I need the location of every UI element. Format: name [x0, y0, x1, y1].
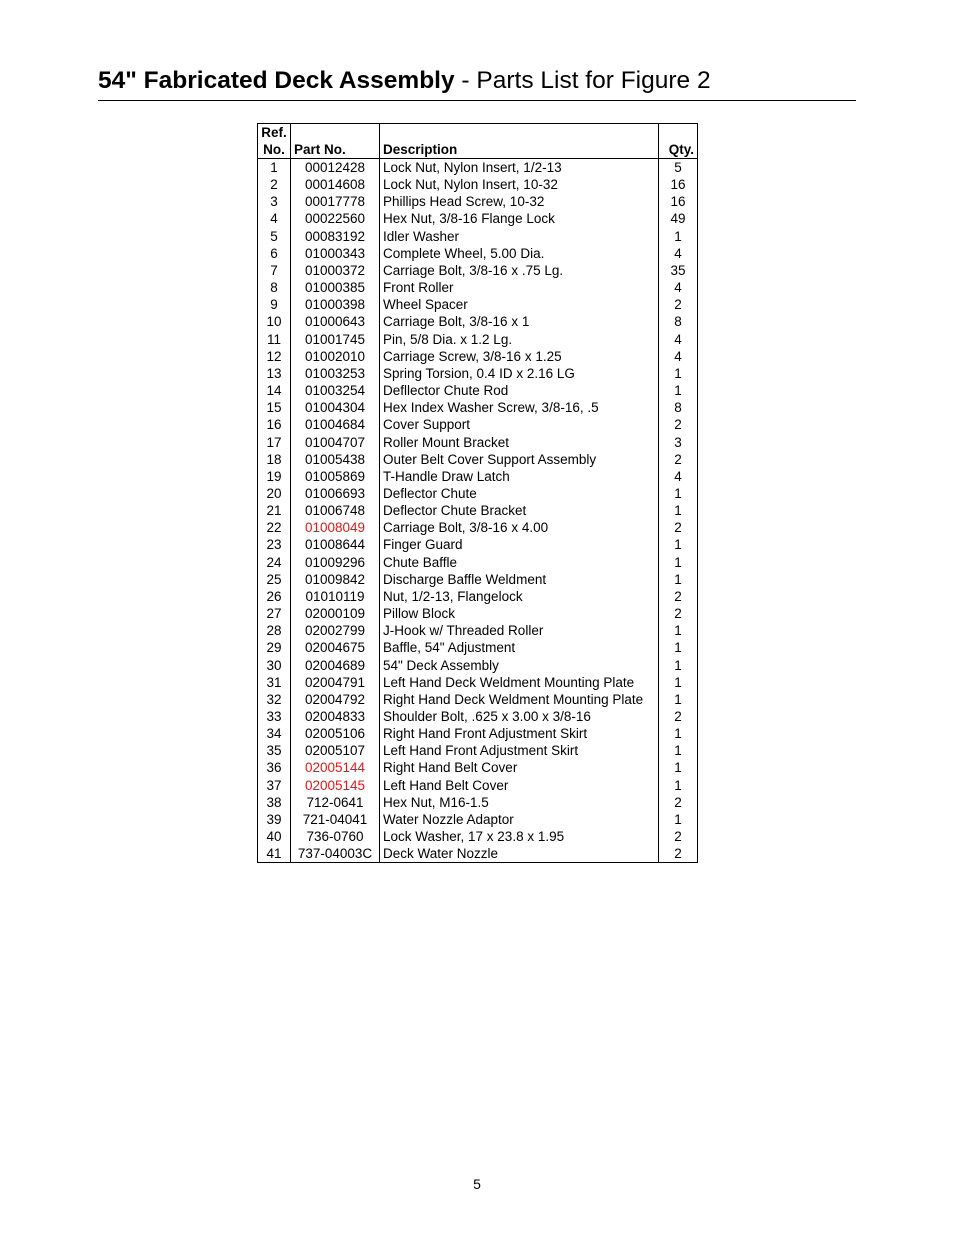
part-no-cell: 01000385 [291, 279, 380, 296]
part-no-cell: 00083192 [291, 228, 380, 245]
part-no-cell: 01004304 [291, 399, 380, 416]
table-row [258, 708, 698, 725]
table-row [258, 193, 698, 210]
ref-no-cell: 15 [258, 399, 291, 416]
part-no-cell: 01006693 [291, 485, 380, 502]
qty-cell: 1 [674, 777, 682, 793]
ref-no-cell: 28 [258, 622, 291, 639]
table-row [258, 416, 698, 433]
table-row [258, 622, 698, 639]
description-cell: Roller Mount Bracket [380, 434, 659, 451]
ref-no-cell: 24 [258, 554, 291, 571]
description-cell: Deflector Chute Bracket [380, 502, 659, 519]
ref-no-cell: 33 [258, 708, 291, 725]
qty-cell: 4 [674, 468, 682, 484]
part-no-cell: 02002799 [291, 622, 380, 639]
description-cell: 54" Deck Assembly [380, 657, 659, 674]
part-no-cell: 02004833 [291, 708, 380, 725]
qty-cell: 1 [674, 726, 682, 742]
qty-cell: 4 [674, 348, 682, 364]
qty-cell: 1 [674, 485, 682, 501]
description-cell: Hex Index Washer Screw, 3/8-16, .5 [380, 399, 659, 416]
description-cell: Spring Torsion, 0.4 ID x 2.16 LG [380, 365, 659, 382]
qty-cell: 1 [674, 743, 682, 759]
table-row [258, 725, 698, 742]
description-cell: Carriage Screw, 3/8-16 x 1.25 [380, 348, 659, 365]
description-cell: Chute Baffle [380, 554, 659, 571]
header-part-no: Part No. [291, 124, 380, 159]
header-qty: Qty. [668, 142, 694, 157]
part-no-cell: 02005145 [291, 777, 380, 794]
table-row [258, 159, 698, 177]
part-no-cell: 01000372 [291, 262, 380, 279]
ref-no-cell: 11 [258, 331, 291, 348]
qty-cell: 2 [674, 451, 682, 467]
part-no-cell: 02005144 [291, 759, 380, 776]
description-cell: Hex Nut, M16-1.5 [380, 794, 659, 811]
table-row [258, 210, 698, 227]
part-no-cell: 02004675 [291, 639, 380, 656]
table-row [258, 399, 698, 416]
ref-no-cell: 3 [258, 193, 291, 210]
qty-cell: 2 [674, 297, 682, 313]
ref-no-cell: 34 [258, 725, 291, 742]
part-no-cell: 01010119 [291, 588, 380, 605]
part-no-cell: 01004684 [291, 416, 380, 433]
table-row [258, 657, 698, 674]
ref-no-cell: 9 [258, 296, 291, 313]
part-no-cell: 01006748 [291, 502, 380, 519]
part-no-cell: 721-04041 [291, 811, 380, 828]
qty-cell: 35 [670, 262, 686, 278]
description-cell: Left Hand Belt Cover [380, 777, 659, 794]
description-cell: Right Hand Belt Cover [380, 759, 659, 776]
qty-cell: 2 [674, 709, 682, 724]
ref-no-cell: 10 [258, 313, 291, 330]
ref-no-cell: 12 [258, 348, 291, 365]
qty-cell: 2 [674, 417, 682, 433]
description-cell: Lock Nut, Nylon Insert, 10-32 [380, 176, 659, 193]
description-cell: Carriage Bolt, 3/8-16 x 4.00 [380, 519, 659, 536]
qty-cell: 2 [674, 846, 682, 862]
part-no-cell: 01003254 [291, 382, 380, 399]
qty-cell: 2 [674, 520, 682, 536]
ref-no-cell: 6 [258, 245, 291, 262]
parts-table-body [258, 159, 698, 863]
ref-no-cell: 39 [258, 811, 291, 828]
table-row [258, 468, 698, 485]
part-no-cell: 01002010 [291, 348, 380, 365]
part-no-cell: 00017778 [291, 193, 380, 210]
part-no-cell: 00022560 [291, 210, 380, 227]
table-row [258, 639, 698, 656]
ref-no-cell: 20 [258, 485, 291, 502]
ref-no-cell: 8 [258, 279, 291, 296]
ref-no-cell: 17 [258, 434, 291, 451]
table-row [258, 262, 698, 279]
part-no-cell: 01005869 [291, 468, 380, 485]
description-cell: T-Handle Draw Latch [380, 468, 659, 485]
description-cell: Defllector Chute Rod [380, 382, 659, 399]
qty-cell: 1 [674, 228, 682, 244]
description-cell: Finger Guard [380, 536, 659, 553]
table-row [258, 794, 698, 811]
ref-no-cell: 13 [258, 365, 291, 382]
table-row [258, 434, 698, 451]
table-row [258, 382, 698, 399]
qty-cell: 2 [674, 829, 682, 845]
header-ref-line2: No. [263, 142, 285, 157]
description-cell: Lock Washer, 17 x 23.8 x 1.95 [380, 828, 659, 845]
description-cell: Wheel Spacer [380, 296, 659, 313]
description-cell: Discharge Baffle Weldment [380, 571, 659, 588]
description-cell: Complete Wheel, 5.00 Dia. [380, 245, 659, 262]
table-row [258, 348, 698, 365]
table-row [258, 554, 698, 571]
part-no-cell: 01008644 [291, 536, 380, 553]
qty-cell: 3 [674, 434, 682, 450]
table-row [258, 519, 698, 536]
table-row [258, 536, 698, 553]
description-cell: Left Hand Front Adjustment Skirt [380, 742, 659, 759]
description-cell: Idler Washer [380, 228, 659, 245]
qty-cell: 8 [674, 314, 682, 330]
page-title-rest: - Parts List for Figure 2 [454, 67, 711, 94]
part-no-cell: 02005106 [291, 725, 380, 742]
ref-no-cell: 19 [258, 468, 291, 485]
description-cell: Carriage Bolt, 3/8-16 x 1 [380, 313, 659, 330]
qty-cell: 1 [674, 365, 682, 381]
part-no-cell: 736-0760 [291, 828, 380, 845]
ref-no-cell: 38 [258, 794, 291, 811]
table-row [258, 485, 698, 502]
description-cell: Deflector Chute [380, 485, 659, 502]
part-no-cell: 01004707 [291, 434, 380, 451]
table-row [258, 245, 698, 262]
header-ref-line1: Ref. [261, 125, 287, 140]
part-no-cell: 01001745 [291, 331, 380, 348]
table-row [258, 605, 698, 622]
ref-no-cell: 40 [258, 828, 291, 845]
table-row [258, 588, 698, 605]
qty-cell: 4 [674, 245, 682, 261]
table-row [258, 313, 698, 330]
table-row [258, 296, 698, 313]
ref-no-cell: 30 [258, 657, 291, 674]
table-row [258, 279, 698, 296]
description-cell: Left Hand Deck Weldment Mounting Plate [380, 674, 659, 691]
part-no-cell: 00014608 [291, 176, 380, 193]
ref-no-cell: 1 [258, 159, 291, 177]
table-row [258, 674, 698, 691]
part-no-cell: 02004791 [291, 674, 380, 691]
qty-cell: 1 [674, 623, 682, 639]
description-cell: Right Hand Front Adjustment Skirt [380, 725, 659, 742]
table-row [258, 845, 698, 863]
page-number: 5 [473, 1176, 481, 1192]
part-no-cell: 01009842 [291, 571, 380, 588]
description-cell: J-Hook w/ Threaded Roller [380, 622, 659, 639]
ref-no-cell: 37 [258, 777, 291, 794]
ref-no-cell: 18 [258, 451, 291, 468]
description-cell: Lock Nut, Nylon Insert, 1/2-13 [380, 159, 659, 177]
qty-cell: 1 [674, 691, 682, 707]
ref-no-cell: 36 [258, 759, 291, 776]
description-cell: Hex Nut, 3/8-16 Flange Lock [380, 210, 659, 227]
qty-cell: 1 [674, 571, 682, 587]
ref-no-cell: 4 [258, 210, 291, 227]
part-no-cell: 00012428 [291, 159, 380, 177]
table-row [258, 777, 698, 794]
part-no-cell: 01009296 [291, 554, 380, 571]
ref-no-cell: 5 [258, 228, 291, 245]
table-row [258, 571, 698, 588]
qty-cell: 1 [674, 537, 682, 553]
qty-cell: 8 [674, 400, 682, 416]
ref-no-cell: 31 [258, 674, 291, 691]
ref-no-cell: 7 [258, 262, 291, 279]
description-cell: Right Hand Deck Weldment Mounting Plate [380, 691, 659, 708]
qty-cell: 1 [674, 657, 682, 673]
qty-cell: 1 [674, 640, 682, 656]
description-cell: Shoulder Bolt, .625 x 3.00 x 3/8-16 [380, 708, 659, 725]
ref-no-cell: 22 [258, 519, 291, 536]
description-cell: Nut, 1/2-13, Flangelock [380, 588, 659, 605]
part-no-cell: 01003253 [291, 365, 380, 382]
qty-cell: 5 [674, 160, 682, 175]
part-no-cell: 01005438 [291, 451, 380, 468]
table-row [258, 828, 698, 845]
part-no-cell: 02004792 [291, 691, 380, 708]
qty-cell: 16 [670, 194, 686, 210]
table-row [258, 228, 698, 245]
description-cell: Baffle, 54" Adjustment [380, 639, 659, 656]
qty-cell: 1 [674, 503, 682, 519]
qty-cell: 49 [670, 211, 686, 227]
header-description: Description [380, 124, 659, 159]
table-row [258, 759, 698, 776]
ref-no-cell: 14 [258, 382, 291, 399]
parts-table [257, 123, 698, 863]
table-row [258, 365, 698, 382]
qty-cell: 2 [674, 588, 682, 604]
part-no-cell: 01000343 [291, 245, 380, 262]
part-no-cell: 02004689 [291, 657, 380, 674]
qty-cell: 1 [674, 811, 682, 827]
part-no-cell: 02005107 [291, 742, 380, 759]
table-row [258, 176, 698, 193]
table-row [258, 811, 698, 828]
ref-no-cell: 23 [258, 536, 291, 553]
qty-cell: 1 [674, 760, 682, 776]
description-cell: Carriage Bolt, 3/8-16 x .75 Lg. [380, 262, 659, 279]
description-cell: Water Nozzle Adaptor [380, 811, 659, 828]
ref-no-cell: 41 [258, 845, 291, 863]
qty-cell: 1 [674, 674, 682, 690]
qty-cell: 1 [674, 554, 682, 570]
description-cell: Outer Belt Cover Support Assembly [380, 451, 659, 468]
description-cell: Pillow Block [380, 605, 659, 622]
part-no-cell: 01000643 [291, 313, 380, 330]
description-cell: Phillips Head Screw, 10-32 [380, 193, 659, 210]
qty-cell: 2 [674, 606, 682, 622]
qty-cell: 1 [674, 383, 682, 399]
part-no-cell: 01008049 [291, 519, 380, 536]
qty-cell: 2 [674, 794, 682, 810]
table-row [258, 451, 698, 468]
ref-no-cell: 35 [258, 742, 291, 759]
ref-no-cell: 29 [258, 639, 291, 656]
page-title [98, 64, 856, 101]
ref-no-cell: 32 [258, 691, 291, 708]
page-title-bold: 54" Fabricated Deck Assembly [98, 67, 455, 94]
table-row [258, 742, 698, 759]
ref-no-cell: 16 [258, 416, 291, 433]
description-cell: Front Roller [380, 279, 659, 296]
part-no-cell: 737-04003C [291, 845, 380, 863]
qty-cell: 4 [674, 280, 682, 296]
table-row [258, 502, 698, 519]
qty-cell: 16 [670, 177, 686, 193]
ref-no-cell: 2 [258, 176, 291, 193]
ref-no-cell: 21 [258, 502, 291, 519]
qty-cell: 4 [674, 331, 682, 347]
part-no-cell: 712-0641 [291, 794, 380, 811]
header-ref-no [258, 124, 291, 159]
table-row [258, 691, 698, 708]
parts-table-header [258, 124, 698, 159]
ref-no-cell: 27 [258, 605, 291, 622]
ref-no-cell: 25 [258, 571, 291, 588]
ref-no-cell: 26 [258, 588, 291, 605]
description-cell: Pin, 5/8 Dia. x 1.2 Lg. [380, 331, 659, 348]
part-no-cell: 02000109 [291, 605, 380, 622]
description-cell: Deck Water Nozzle [380, 845, 659, 863]
part-no-cell: 01000398 [291, 296, 380, 313]
description-cell: Cover Support [380, 416, 659, 433]
table-row [258, 331, 698, 348]
